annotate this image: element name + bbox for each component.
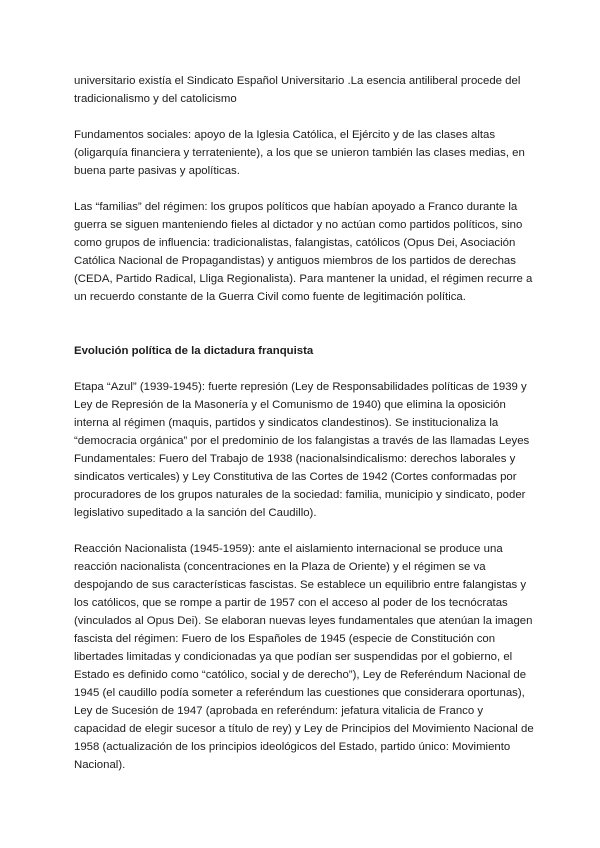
section-heading: Evolución política de la dictadura franquista	[74, 345, 314, 357]
paragraph-fundamentos-sociales: Fundamentos sociales: apoyo de la Iglesia Católica, el Ejército y de las clases altas (oligarquía financiera y terrateniente), a los que se unieron también las clases medias, en buena parte pasivas y apolíticas.	[74, 129, 525, 177]
paragraph-reaccion-nacionalista: Reacción Nacionalista (1945-1959): ante el aislamiento internacional se produce una reacción nacionalista (concentraciones en la Plaza de Oriente) y el régimen se va despojando de sus características fascistas. Se establece un equilibrio entre falangistas y los católicos, que se rompe a partir de 1957 con el acceso al poder de los tecnócratas (vinculados al Opus Dei). Se elaboran nuevas leyes fundamentales que atenúan la imagen fascista del régimen: Fuero de los Españoles de 1945 (especie de Constitución con libertades limitadas y condicionadas ya que podían ser suspendidas por el gobierno, el Estado es definido como “católico, social y de derecho”), Ley de Referéndum Nacional de 1945 (el caudillo podía someter a referéndum las cuestiones que considerara oportunas), Ley de Sucesión de 1947 (aprobada en referéndum: jefatura vitalicia de Franco y capacidad de elegir sucesor a título de rey) y Ley de Principios del Movimiento Nacional de 1958 (actualización de los principios ideológicos del Estado, partido único: Movimiento Nacional).	[74, 543, 534, 771]
paragraph-familias-regimen: Las “familias” del régimen: los grupos políticos que habían apoyado a Franco durante la guerra se siguen manteniendo fieles al dictador y no actúan como partidos políticos, sino como grupos de influencia: tradicionalistas, falangistas, católicos (Opus Dei, Asociación Católica Nacional de Propagandistas) y antiguos miembros de los partidos de derechas (CEDA, Partido Radical, Lliga Regionalista). Para mantener la unidad, el régimen recurre a un recuerdo constante de la Guerra Civil como fuente de legitimación política.	[74, 201, 533, 303]
paragraph-etapa-azul: Etapa “Azul” (1939-1945): fuerte represión (Ley de Responsabilidades políticas de 1939 y Ley de Represión de la Masonería y el Comunismo de 1940) que elimina la oposición interna al régimen (maquis, partidos y sindicatos clandestinos). Se institucionaliza la “democracia orgánica” por el predominio de los falangistas a través de las llamadas Leyes Fundamentales: Fuero del Trabajo de 1938 (nacionalsindicalismo: derechos laborales y sindicatos verticales) y Ley Constitutiva de las Cortes de 1942 (Cortes conformadas por procuradores de los grupos naturales de la sociedad: familia, municipio y sindicato, poder legislativo supeditado a la sanción del Caudillo).	[74, 381, 530, 519]
paragraph-intro: universitario existía el Sindicato Español Universitario .La esencia antiliberal procede del tradicionalismo y del catolicismo	[74, 75, 521, 105]
document-page	[74, 72, 536, 792]
